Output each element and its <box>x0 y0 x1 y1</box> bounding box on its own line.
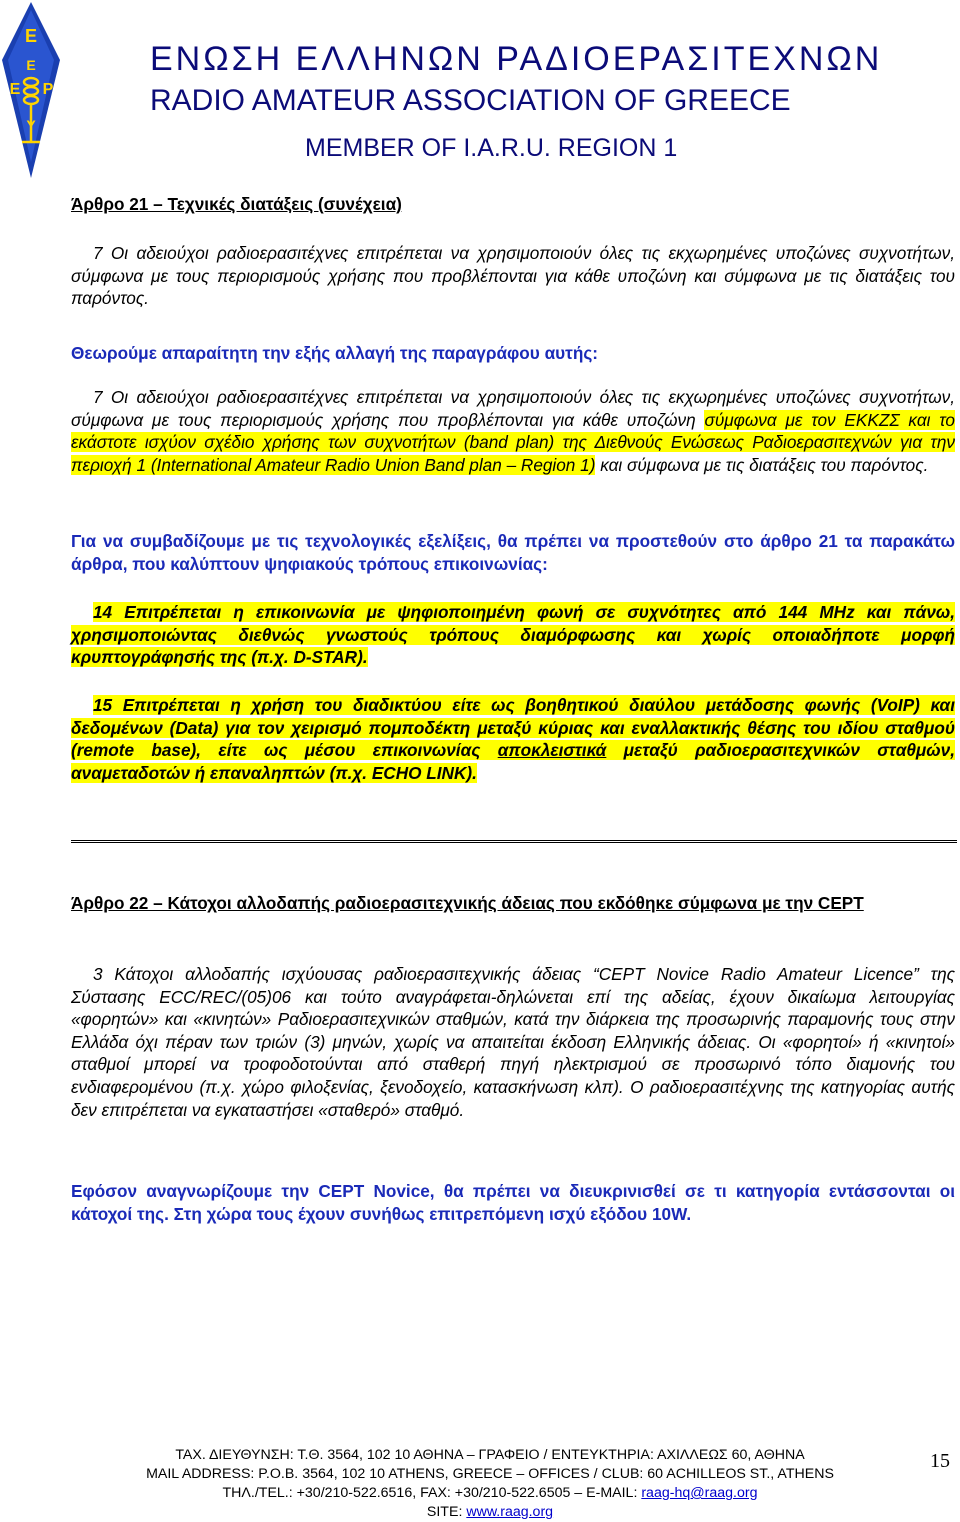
article21-p14: 14 Επιτρέπεται η επικοινωνία με ψηφιοποιημένη φωνή σε συχνότητες από 144 MHz και πάνω, χρησιμοποιώντας διεθνώς γνωστούς τρόπους διαμόρφωσης και χωρίς οποιαδήποτε μορφή κρυπτογράφησής της (π.χ. D-STAR). <box>71 602 955 668</box>
article22-title: Άρθρο 22 – Κάτοχοι αλλοδαπής ραδιοερασιτεχνικής άδειας που εκδόθηκε σύμφωνα με την CEPT <box>71 893 864 913</box>
article21-title: Άρθρο 21 – Τεχνικές διατάξεις (συνέχεια) <box>71 194 402 214</box>
org-name-greek: ΕΝΩΣΗ ΕΛΛΗΝΩΝ ΡΑΔΙΟΕΡΑΣΙΤΕΧΝΩΝ <box>150 40 883 78</box>
footer-line-2: MAIL ADDRESS: P.O.B. 3564, 102 10 ATHENS, GREECE – OFFICES / CLUB: 60 ACHILLEOS ST., ATHENS <box>146 1466 834 1482</box>
site-link[interactable]: www.raag.org <box>466 1504 554 1520</box>
email-link[interactable]: raag-hq@raag.org <box>641 1485 758 1501</box>
footer-line-1: ΤΑΧ. ΔΙΕΥΘΥΝΣΗ: Τ.Θ. 3564, 102 10 ΑΘΗΝΑ – ΓΡΑΦΕΙΟ / ΕΝΤΕΥΚΤΗΡΙΑ: ΑΧΙΛΛΕΩΣ 60, ΑΘΗΝΑ <box>175 1447 805 1463</box>
highlight-band-plan: σύμφωνα με τον ΕΚΚΖΣ και το εκάστοτε ισχύον σχέδιο χρήσης των συχνοτήτων (band plan) της Διεθνούς Ενώσεως Ραδιοερασιτεχνών για την περιοχή 1 (International Amateur Radio Union Band plan – Region 1) <box>71 409 955 475</box>
proposal-intro: Θεωρούμε απαραίτητη την εξής αλλαγή της παραγράφου αυτής: <box>71 343 598 363</box>
raag-logo <box>2 2 60 178</box>
footer-line-4: SITE: www.raag.org <box>426 1504 554 1520</box>
article21-p7-original: 7 Οι αδειούχοι ραδιοερασιτέχνες επιτρέπεται να χρησιμοποιούν όλες τις εκχωρημένες υποζώνες συχνοτήτων, σύμφωνα με τους περιορισμούς χρήσης που προβλέπονται για κάθε υποζώνη και σύμφωνα με τις διατάξεις του παρόντος. <box>71 243 955 309</box>
footer-line-3: ΤΗΛ./TEL.: +30/210-522.6516, FAX: +30/210-522.6505 – E-MAIL: raag-hq@raag.org <box>222 1485 758 1501</box>
logo-letter-mid: Ε <box>26 57 36 73</box>
iaru-membership: MEMBER OF I.A.R.U. REGION 1 <box>305 134 678 162</box>
org-name-english: RADIO AMATEUR ASSOCIATION OF GREECE <box>150 84 791 117</box>
logo-letter-bottom: Υ <box>26 117 36 133</box>
digital-modes-intro: Για να συμβαδίζουμε με τις τεχνολογικές εξελίξεις, θα πρέπει να προστεθούν στο άρθρο 21 τα παρακάτω άρθρα, που καλύπτουν ψηφιακούς τρόπους επικοινωνίας: <box>71 531 955 574</box>
page-number: 15 <box>930 1450 950 1472</box>
logo-letter-right: Ρ <box>42 81 54 98</box>
logo-letter-top: Ε <box>24 26 38 46</box>
article22-p3: 3 Κάτοχοι αλλοδαπής ισχύουσας ραδιοερασιτεχνικής άδειας “CEPT Novice Radio Amateur Licence” της Σύστασης ECC/REC/(05)06 και τούτο αναγράφεται-δηλώνεται επί της αδείας, έχουν δικαίωμα λειτουργίας «φορητών» και «κινητών» Ραδιοερασιτεχνικών σταθμών, κατά την διάρκεια της προσωρινής παραμονής τους στην Ελλάδα όχι πέραν των τριών (3) μηνών, χωρίς να απαιτείται έκδοση Ελληνικής άδειας. Οι «φορητοί» ή «κινητοί» σταθμοί μπορεί να τροφοδοτούνται από σταθερή πηγή ηλεκτρισμού σε προσωρινό τόπο διαμονής του ενδιαφερομένου (π.χ. χώρο φιλοξενίας, ξενοδοχείο, κατασκήνωση κλπ). Ο ραδιοερασιτέχνης της κατηγορίας αυτής δεν επιτρέπεται να εγκαταστήσει «σταθερό» σταθμό. <box>71 964 955 1120</box>
article21-p15: 15 Επιτρέπεται η χρήση του διαδικτύου είτε ως βοηθητικού διαύλου μετάδοσης φωνής (VoIP) και δεδομένων (Data) για τον χειρισμό πομποδέκτη μεταξύ κύριας και εναλλακτικής θέσης του ιδίου σταθμού (remote base), είτε ως μέσου επικοινωνίας αποκλειστικά μεταξύ ραδιοερασιτεχνικών σταθμών, αναμεταδοτών ή επαναληπτών (π.χ. ECHO LINK). <box>71 695 955 783</box>
article21-p7-proposed: 7 Οι αδειούχοι ραδιοερασιτέχνες επιτρέπεται να χρησιμοποιούν όλες τις εκχωρημένες υποζώνες συχνοτήτων, σύμφωνα με τους περιορισμούς χρήσης που προβλέπονται για κάθε υποζώνη σύμφωνα με τον ΕΚΚΖΣ και το εκάστοτε ισχύον σχέδιο χρήσης των συχνοτήτων (band plan) της Διεθνούς Ενώσεως Ραδιοερασιτεχνών για την περιοχή 1 (International Amateur Radio Union Band plan – Region 1) και σύμφωνα με τις διατάξεις του παρόντος. <box>71 387 955 475</box>
section-divider <box>71 840 957 843</box>
logo-letter-left: Ε <box>9 81 21 98</box>
cept-novice-comment: Εφόσον αναγνωρίζουμε την CEPT Novice, θα πρέπει να διευκρινισθεί σε τι κατηγορία εντάσσονται οι κάτοχοί της. Στη χώρα τους έχουν συνήθως επιτρεπόμενη ισχύ εξόδου 10W. <box>71 1181 955 1224</box>
